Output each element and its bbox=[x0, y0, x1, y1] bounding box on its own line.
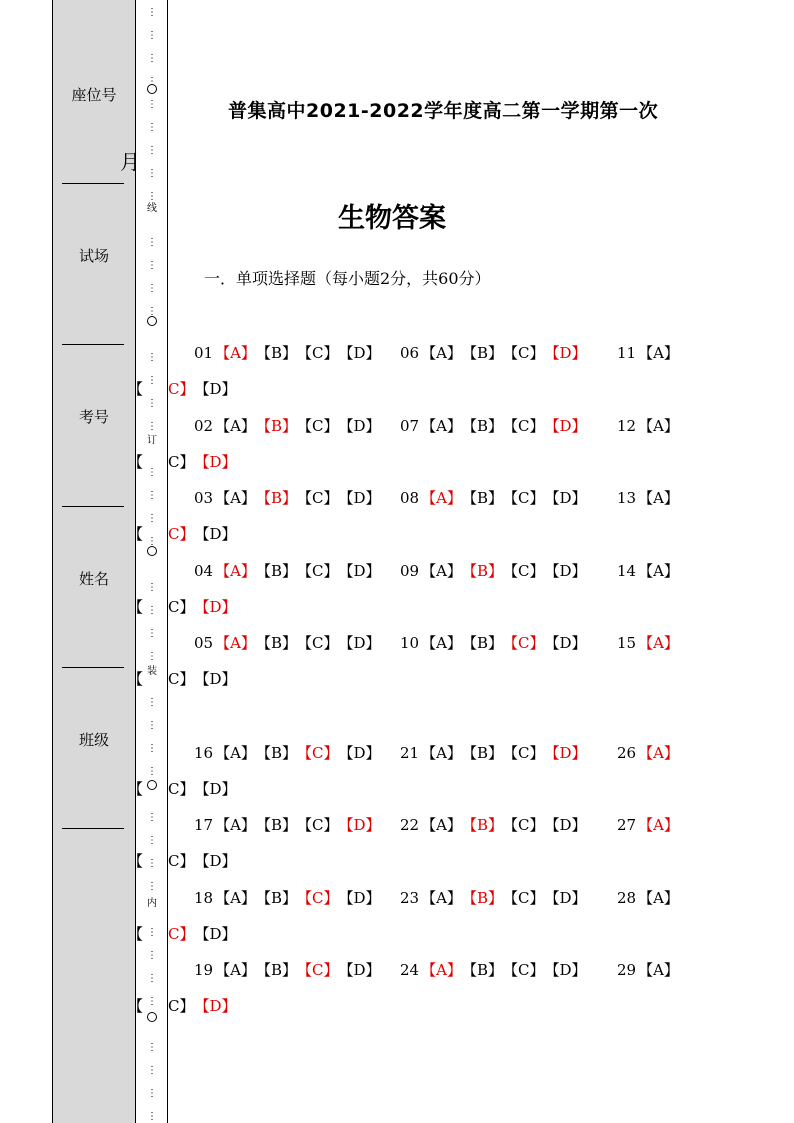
option-b: 【B】 bbox=[461, 744, 503, 762]
binding-dots: ⋮ bbox=[147, 237, 157, 248]
answer-item-wrap bbox=[168, 923, 237, 945]
option-d: 【D】 bbox=[544, 889, 587, 907]
answer-item bbox=[400, 632, 586, 654]
answer-item bbox=[617, 560, 679, 582]
answer-item-wrap bbox=[168, 778, 237, 800]
option-a: 【A】 bbox=[638, 344, 679, 362]
binding-dots: ⋮ bbox=[147, 720, 157, 731]
question-number: 18 bbox=[194, 889, 214, 907]
option-d: 【D】 bbox=[194, 598, 237, 616]
option-d: 【D】 bbox=[338, 562, 381, 580]
question-number: 10 bbox=[400, 634, 420, 652]
binding-dots: ⋮ bbox=[147, 1065, 157, 1076]
option-c: 【C】 bbox=[296, 489, 339, 507]
binding-dots: ⋮ bbox=[147, 743, 157, 754]
question-number: 01 bbox=[194, 344, 214, 362]
question-number: 11 bbox=[617, 344, 637, 362]
question-number: 07 bbox=[400, 417, 420, 435]
answer-item bbox=[194, 487, 380, 509]
answer-item bbox=[194, 560, 380, 582]
option-c: 【C】 bbox=[296, 816, 339, 834]
option-b: 【 bbox=[128, 997, 144, 1015]
binding-dots: ⋮ bbox=[147, 858, 157, 869]
binding-dots: ⋮ bbox=[147, 7, 157, 18]
section-heading: 一．单项选择题（每小题2分，共60分） bbox=[204, 269, 491, 288]
binding-dots: ⋮ bbox=[147, 375, 157, 386]
answer-item-wrap bbox=[168, 523, 237, 545]
option-c: 【C】 bbox=[502, 344, 545, 362]
binding-dots: ⋮ bbox=[147, 53, 157, 64]
answer-item bbox=[617, 814, 679, 836]
option-d: 【D】 bbox=[544, 344, 587, 362]
option-d: 【D】 bbox=[338, 816, 381, 834]
option-d: 【D】 bbox=[544, 417, 587, 435]
question-number: 26 bbox=[617, 744, 637, 762]
question-number: 03 bbox=[194, 489, 214, 507]
binding-label: 装 bbox=[147, 666, 157, 677]
binding-dots: ⋮ bbox=[147, 881, 157, 892]
option-a: 【A】 bbox=[215, 344, 256, 362]
option-b: 【 bbox=[128, 598, 144, 616]
option-a: 【A】 bbox=[638, 562, 679, 580]
answer-item bbox=[194, 814, 380, 836]
option-b: 【B】 bbox=[461, 489, 503, 507]
binding-dots: ⋮ bbox=[147, 835, 157, 846]
option-a: 【A】 bbox=[215, 816, 256, 834]
option-c: 【C】 bbox=[502, 744, 545, 762]
answer-item-wrap bbox=[168, 451, 237, 473]
answer-item bbox=[617, 959, 679, 981]
answer-item bbox=[194, 887, 380, 909]
binding-dots: ⋮ bbox=[147, 582, 157, 593]
option-c: 【C】 bbox=[502, 961, 545, 979]
answer-item bbox=[617, 342, 679, 364]
option-b: 【B】 bbox=[461, 344, 503, 362]
answer-item bbox=[400, 342, 586, 364]
question-number: 05 bbox=[194, 634, 214, 652]
option-a: 【A】 bbox=[638, 489, 679, 507]
option-d: 【D】 bbox=[338, 417, 381, 435]
option-d: 【D】 bbox=[338, 744, 381, 762]
option-b: 【 bbox=[128, 670, 144, 688]
binding-dots: ⋮ bbox=[147, 467, 157, 478]
option-d: 【D】 bbox=[194, 453, 237, 471]
option-d: 【D】 bbox=[194, 997, 237, 1015]
option-a: 【A】 bbox=[638, 816, 679, 834]
option-c: 【C】 bbox=[296, 417, 339, 435]
option-b: 【B】 bbox=[255, 634, 297, 652]
option-b: 【B】 bbox=[461, 816, 503, 834]
binding-dots: ⋮ bbox=[147, 122, 157, 133]
binding-dots: ⋮ bbox=[147, 697, 157, 708]
option-a: 【A】 bbox=[638, 634, 679, 652]
binding-hole-icon bbox=[147, 1012, 157, 1022]
binding-dots: ⋮ bbox=[147, 766, 157, 777]
binding-dots: ⋮ bbox=[147, 145, 157, 156]
binding-dots: ⋮ bbox=[147, 191, 157, 202]
option-c: 【C】 bbox=[296, 562, 339, 580]
option-d: 【D】 bbox=[544, 634, 587, 652]
option-a: 【A】 bbox=[421, 489, 462, 507]
question-number: 16 bbox=[194, 744, 214, 762]
binding-dots: ⋮ bbox=[147, 536, 157, 547]
question-number: 24 bbox=[400, 961, 420, 979]
option-a: 【A】 bbox=[421, 744, 462, 762]
binding-dots: ⋮ bbox=[147, 628, 157, 639]
exam-title: 普集高中2021-2022学年度高二第一学期第一次 bbox=[228, 100, 659, 122]
option-b: 【B】 bbox=[255, 889, 297, 907]
option-a: 【A】 bbox=[421, 634, 462, 652]
option-b: 【 bbox=[128, 380, 144, 398]
field-underline bbox=[62, 506, 124, 507]
option-c: 【C】 bbox=[502, 634, 545, 652]
option-c: 【C】 bbox=[502, 489, 545, 507]
answer-item bbox=[400, 887, 586, 909]
option-b: 【B】 bbox=[461, 417, 503, 435]
option-c: 【C】 bbox=[296, 889, 339, 907]
option-b: 【B】 bbox=[255, 344, 297, 362]
question-number: 04 bbox=[194, 562, 214, 580]
option-a: 【A】 bbox=[421, 889, 462, 907]
option-c: 【C】 bbox=[502, 562, 545, 580]
option-a: 【A】 bbox=[215, 634, 256, 652]
field-underline bbox=[62, 183, 124, 184]
option-d: 【D】 bbox=[544, 816, 587, 834]
option-a: 【A】 bbox=[638, 961, 679, 979]
binding-dots: ⋮ bbox=[147, 421, 157, 432]
answer-item bbox=[194, 959, 380, 981]
option-c: 【C】 bbox=[502, 417, 545, 435]
option-b: 【B】 bbox=[255, 744, 297, 762]
question-number: 06 bbox=[400, 344, 420, 362]
option-b: 【B】 bbox=[255, 489, 297, 507]
option-c: 【C】 bbox=[296, 344, 339, 362]
question-number: 15 bbox=[617, 634, 637, 652]
field-label: 班级 bbox=[78, 731, 109, 749]
option-b: 【 bbox=[128, 525, 144, 543]
answer-item bbox=[617, 632, 679, 654]
option-a: 【A】 bbox=[215, 489, 256, 507]
option-c: C】 bbox=[168, 925, 195, 943]
binding-dots: ⋮ bbox=[147, 812, 157, 823]
option-d: 【D】 bbox=[194, 380, 237, 398]
option-d: 【D】 bbox=[338, 889, 381, 907]
answer-item bbox=[400, 415, 586, 437]
binding-hole-icon bbox=[147, 546, 157, 556]
binding-dots: ⋮ bbox=[147, 1111, 157, 1122]
option-b: 【 bbox=[128, 453, 144, 471]
option-a: 【A】 bbox=[421, 816, 462, 834]
binding-dots: ⋮ bbox=[147, 30, 157, 41]
option-b: 【B】 bbox=[255, 816, 297, 834]
binding-label: 订 bbox=[147, 435, 157, 446]
option-a: 【A】 bbox=[215, 417, 256, 435]
option-b: 【B】 bbox=[461, 889, 503, 907]
answer-item-wrap bbox=[168, 596, 237, 618]
option-d: 【D】 bbox=[338, 634, 381, 652]
field-underline bbox=[62, 667, 124, 668]
option-d: 【D】 bbox=[194, 670, 237, 688]
option-d: 【D】 bbox=[338, 961, 381, 979]
answer-item bbox=[617, 487, 679, 509]
binding-dots: ⋮ bbox=[147, 76, 157, 87]
option-a: 【A】 bbox=[638, 744, 679, 762]
option-c: 【C】 bbox=[296, 961, 339, 979]
exam-title-month: 月 bbox=[120, 150, 140, 174]
field-label: 座位号 bbox=[71, 86, 117, 104]
answer-item-wrap bbox=[168, 850, 237, 872]
answer-item bbox=[617, 415, 679, 437]
binding-dots: ⋮ bbox=[147, 490, 157, 501]
binding-strip bbox=[136, 0, 168, 1123]
question-number: 09 bbox=[400, 562, 420, 580]
binding-dots: ⋮ bbox=[147, 996, 157, 1007]
option-c: C】 bbox=[168, 525, 195, 543]
answer-item-wrap bbox=[168, 995, 237, 1017]
answer-item bbox=[400, 487, 586, 509]
field-underline bbox=[62, 828, 124, 829]
option-b: 【B】 bbox=[255, 562, 297, 580]
field-underline bbox=[62, 344, 124, 345]
binding-dots: ⋮ bbox=[147, 513, 157, 524]
option-a: 【A】 bbox=[421, 344, 462, 362]
binding-hole-icon bbox=[147, 84, 157, 94]
option-b: 【 bbox=[128, 852, 144, 870]
answer-item bbox=[194, 342, 380, 364]
option-a: 【A】 bbox=[421, 417, 462, 435]
option-b: 【B】 bbox=[255, 961, 297, 979]
option-c: C】 bbox=[168, 598, 195, 616]
option-c: 【C】 bbox=[502, 889, 545, 907]
option-d: 【D】 bbox=[338, 489, 381, 507]
subject-title: 生物答案 bbox=[338, 203, 446, 234]
answer-item-wrap bbox=[168, 378, 237, 400]
binding-dots: ⋮ bbox=[147, 306, 157, 317]
option-b: 【 bbox=[128, 925, 144, 943]
option-a: 【A】 bbox=[215, 744, 256, 762]
option-d: 【D】 bbox=[544, 489, 587, 507]
option-d: 【D】 bbox=[194, 780, 237, 798]
option-c: C】 bbox=[168, 453, 195, 471]
answer-item bbox=[617, 742, 679, 764]
binding-hole-icon bbox=[147, 316, 157, 326]
binding-dots: ⋮ bbox=[147, 927, 157, 938]
question-number: 29 bbox=[617, 961, 637, 979]
option-d: 【D】 bbox=[544, 562, 587, 580]
binding-dots: ⋮ bbox=[147, 352, 157, 363]
question-number: 22 bbox=[400, 816, 420, 834]
answer-item bbox=[194, 415, 380, 437]
option-a: 【A】 bbox=[215, 961, 256, 979]
question-number: 02 bbox=[194, 417, 214, 435]
option-b: 【B】 bbox=[461, 961, 503, 979]
binding-dots: ⋮ bbox=[147, 398, 157, 409]
binding-dots: ⋮ bbox=[147, 651, 157, 662]
option-c: 【C】 bbox=[502, 816, 545, 834]
question-number: 12 bbox=[617, 417, 637, 435]
option-d: 【D】 bbox=[544, 961, 587, 979]
option-c: C】 bbox=[168, 780, 195, 798]
answer-item bbox=[400, 742, 586, 764]
option-c: C】 bbox=[168, 852, 195, 870]
question-number: 14 bbox=[617, 562, 637, 580]
option-a: 【A】 bbox=[638, 889, 679, 907]
option-d: 【D】 bbox=[544, 744, 587, 762]
binding-dots: ⋮ bbox=[147, 168, 157, 179]
option-d: 【D】 bbox=[194, 525, 237, 543]
binding-dots: ⋮ bbox=[147, 260, 157, 271]
field-label: 姓名 bbox=[78, 570, 109, 588]
option-c: 【C】 bbox=[296, 744, 339, 762]
option-c: 【C】 bbox=[296, 634, 339, 652]
option-a: 【A】 bbox=[215, 562, 256, 580]
field-label: 考号 bbox=[78, 408, 109, 426]
question-number: 21 bbox=[400, 744, 420, 762]
question-number: 13 bbox=[617, 489, 637, 507]
answer-item bbox=[617, 887, 679, 909]
answer-item-wrap bbox=[168, 668, 237, 690]
option-a: 【A】 bbox=[421, 961, 462, 979]
question-number: 28 bbox=[617, 889, 637, 907]
question-number: 19 bbox=[194, 961, 214, 979]
answer-item bbox=[400, 560, 586, 582]
question-number: 23 bbox=[400, 889, 420, 907]
option-d: 【D】 bbox=[194, 925, 237, 943]
binding-dots: ⋮ bbox=[147, 1042, 157, 1053]
binding-dots: ⋮ bbox=[147, 605, 157, 616]
option-b: 【B】 bbox=[255, 417, 297, 435]
answer-item bbox=[194, 632, 380, 654]
binding-hole-icon bbox=[147, 780, 157, 790]
question-number: 17 bbox=[194, 816, 214, 834]
option-a: 【A】 bbox=[638, 417, 679, 435]
binding-label: 内 bbox=[147, 898, 157, 909]
binding-dots: ⋮ bbox=[147, 1088, 157, 1099]
option-c: C】 bbox=[168, 380, 195, 398]
option-b: 【B】 bbox=[461, 562, 503, 580]
option-d: 【D】 bbox=[194, 852, 237, 870]
option-b: 【B】 bbox=[461, 634, 503, 652]
option-c: C】 bbox=[168, 670, 195, 688]
option-b: 【 bbox=[128, 780, 144, 798]
binding-label: 线 bbox=[147, 203, 157, 214]
binding-dots: ⋮ bbox=[147, 99, 157, 110]
question-number: 27 bbox=[617, 816, 637, 834]
binding-dots: ⋮ bbox=[147, 950, 157, 961]
answer-item bbox=[400, 959, 586, 981]
option-a: 【A】 bbox=[421, 562, 462, 580]
question-number: 08 bbox=[400, 489, 420, 507]
option-a: 【A】 bbox=[215, 889, 256, 907]
option-d: 【D】 bbox=[338, 344, 381, 362]
option-c: C】 bbox=[168, 997, 195, 1015]
answer-item bbox=[400, 814, 586, 836]
field-label: 试场 bbox=[78, 247, 109, 265]
binding-dots: ⋮ bbox=[147, 973, 157, 984]
answer-item bbox=[194, 742, 380, 764]
binding-dots: ⋮ bbox=[147, 283, 157, 294]
